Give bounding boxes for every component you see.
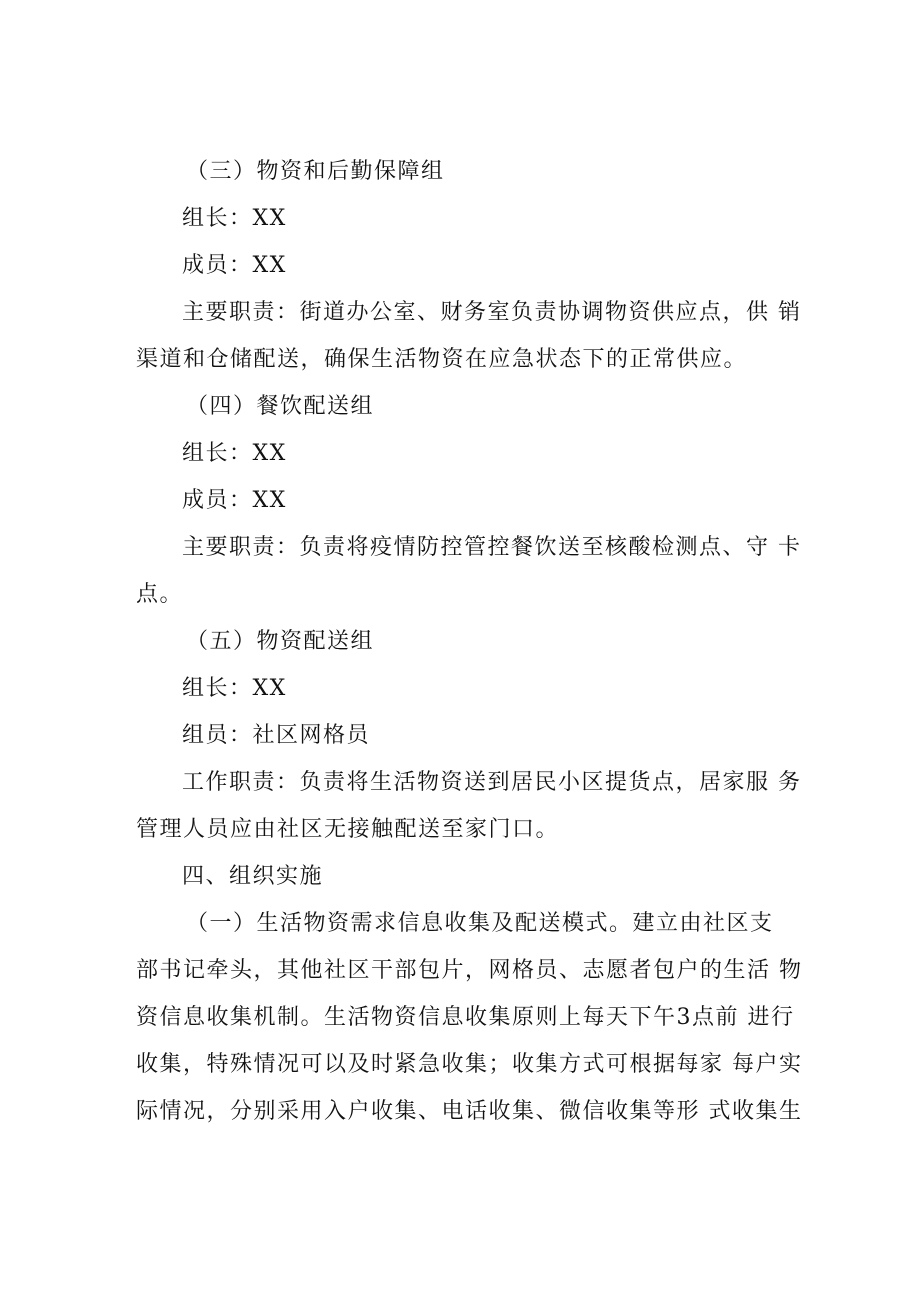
body-paragraph-line: （一）生活物资需求信息收集及配送模式。建立由社区支 (186, 911, 774, 936)
leader-line: 组长：XX (182, 676, 287, 701)
leader-line: 组长：XX (182, 441, 287, 466)
body-paragraph-line: 收集，特殊情况可以及时紧急收集；收集方式可根据每家 每户实 (136, 1052, 803, 1077)
members-line: 成员：XX (182, 488, 287, 513)
duties-paragraph-line: 渠道和仓储配送，确保生活物资在应急状态下的正常供应。 (136, 347, 748, 372)
section-heading-catering-group: （四）餐饮配送组 (186, 394, 375, 419)
duties-paragraph-line: 点。 (136, 582, 184, 607)
duties-paragraph-line: 管理人员应由社区无接触配送至家门口。 (136, 817, 560, 842)
duties-paragraph-line: 主要职责：负责将疫情防控管控餐饮送至核酸检测点、守 卡 (182, 535, 802, 560)
section-heading-logistics-group: （三）物资和后勤保障组 (186, 159, 445, 184)
section-heading-implementation: 四、组织实施 (182, 864, 324, 889)
members-line: 组员：社区网格员 (182, 723, 371, 748)
duties-paragraph-line: 主要职责：街道办公室、财务室负责协调物资供应点，供 销 (182, 300, 802, 325)
body-paragraph-line: 资信息收集机制。生活物资信息收集原则上每天下午3点前 进行 (136, 1005, 795, 1030)
section-heading-delivery-group: （五）物资配送组 (186, 629, 375, 654)
duties-paragraph-line: 工作职责：负责将生活物资送到居民小区提货点，居家服 务 (182, 770, 802, 795)
leader-line: 组长：XX (182, 206, 287, 231)
body-paragraph-line: 部书记牵头，其他社区干部包片，网格员、志愿者包户的生活 物 (136, 958, 803, 983)
members-line: 成员：XX (182, 253, 287, 278)
body-paragraph-line: 际情况，分别采用入户收集、电话收集、微信收集等形 式收集生 (136, 1099, 803, 1124)
